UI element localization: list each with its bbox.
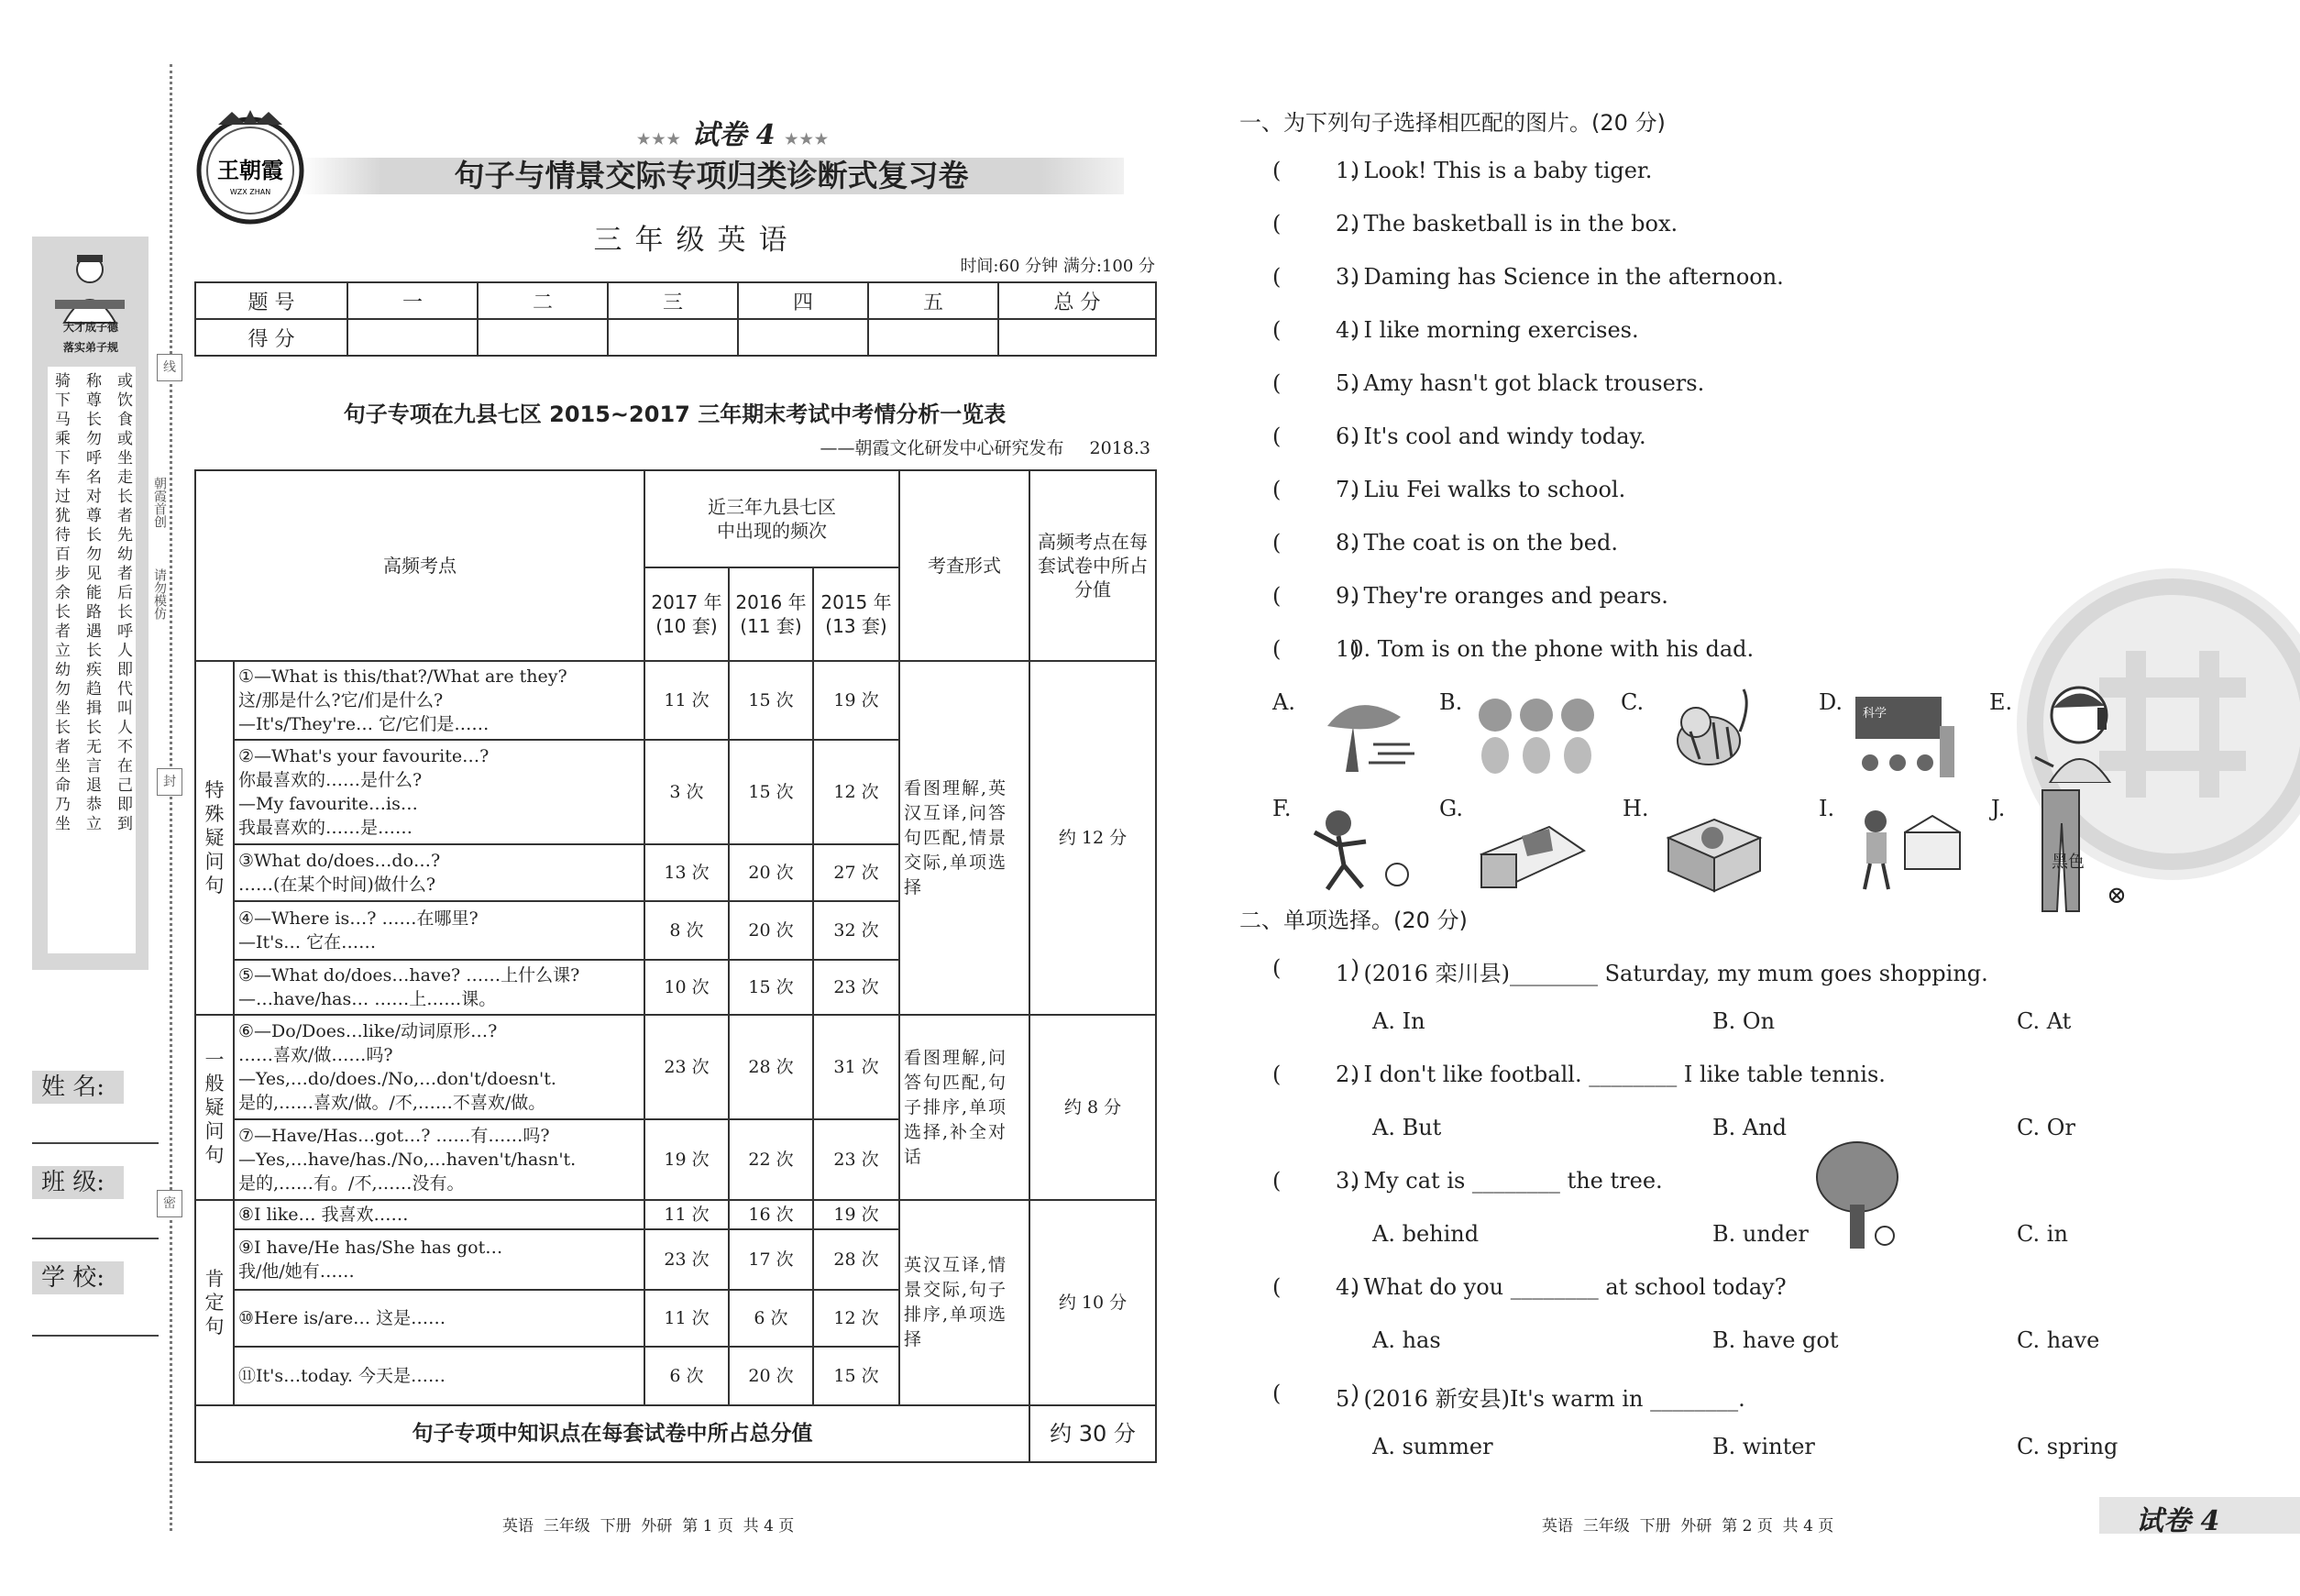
motto (40, 317, 141, 358)
option-b[interactable]: B. winter (1712, 1434, 1815, 1459)
option-a[interactable]: A. behind (1372, 1221, 1480, 1247)
seal-mark: 密 (157, 1190, 182, 1217)
logo-text: 王朝霞 (217, 157, 283, 183)
count-cell: 20 次 (729, 1347, 813, 1405)
table-footer-row (195, 1405, 1156, 1462)
class-field[interactable] (32, 1238, 159, 1239)
count-cell: 28 次 (729, 1015, 813, 1119)
count-cell: 15 次 (729, 661, 813, 740)
black-label: 黑色 (2052, 853, 2085, 872)
question-text: 1. Look! This is a baby tiger. (1336, 158, 1653, 183)
score-input[interactable] (478, 319, 608, 356)
point-cell: ⑦—Have/Has…got…? ……有……吗? —Yes,…have/has./No,…haven't/hasn't. 是的,……有。/不,……没有。 (234, 1119, 644, 1200)
school-field[interactable] (32, 1335, 159, 1337)
side-note: 朝霞首创 (152, 477, 167, 528)
answer-blank[interactable]: ( ) (1272, 955, 1360, 981)
count-cell: 32 次 (813, 901, 899, 960)
score-input[interactable] (998, 319, 1156, 356)
count-cell: 6 次 (729, 1290, 813, 1347)
answer-blank[interactable]: ( ) (1272, 317, 1360, 343)
science-label: 科学 (1863, 707, 1887, 721)
count-cell: 11 次 (644, 1200, 729, 1229)
school-label: 学 校: (32, 1261, 124, 1294)
value-cell: 约 8 分 (1029, 1015, 1156, 1200)
oranges-pears-picture (1472, 693, 1601, 776)
star-icon: ★★★ (785, 130, 831, 148)
header-form: 考查形式 (899, 470, 1029, 661)
table-row (195, 1200, 1156, 1229)
table-header-row (195, 470, 1156, 567)
cut-line (170, 64, 172, 1531)
table-row (195, 661, 1156, 740)
count-cell: 23 次 (644, 1229, 729, 1290)
count-cell: 23 次 (644, 1015, 729, 1119)
point-cell: ②—What's your favourite…? 你最喜欢的……是什么? —My favourite…is… 我最喜欢的……是…… (234, 740, 644, 844)
point-cell: ⑥—Do/Does…like/动词原形…? ……喜欢/做……吗? —Yes,…do/does./No,…don't/doesn't. 是的,……喜欢/做。/不,……不喜欢/做。 (234, 1015, 644, 1119)
count-cell: 19 次 (813, 1200, 899, 1229)
answer-blank[interactable]: ( ) (1272, 530, 1360, 556)
point-cell: ⑤—What do/does…have? ……上什么课? —…have/has… ……上……课。 (234, 960, 644, 1015)
question-text: 1. (2016 栾川县)________ Saturday, my mum goes shopping. (1336, 961, 1988, 986)
score-input[interactable] (868, 319, 998, 356)
bottom-tag: 试卷 4 (2136, 1505, 2220, 1537)
option-c[interactable]: C. Or (2017, 1115, 2075, 1140)
picture-letter: I. (1819, 796, 1835, 821)
point-cell: ⑩Here is/are… 这是…… (234, 1290, 644, 1347)
count-cell: 27 次 (813, 844, 899, 901)
count-cell: 31 次 (813, 1015, 899, 1119)
tiger-picture (1663, 686, 1755, 781)
option-b[interactable]: B. On (1712, 1008, 1776, 1034)
picture-letter: H. (1623, 796, 1649, 821)
point-cell: ③What do/does…do…? ……(在某个时间)做什么? (234, 844, 644, 901)
point-cell: ⑪It's…today. 今天是…… (234, 1347, 644, 1405)
question-text: 10. Tom is on the phone with his dad. (1336, 636, 1755, 662)
score-input[interactable] (347, 319, 478, 356)
ball-in-box-picture (1659, 801, 1769, 893)
point-cell: ④—Where is…? ……在哪里? —It's… 它在…… (234, 901, 644, 960)
score-table (194, 281, 1157, 357)
score-cell: 四 (738, 282, 868, 319)
value-cell: 约 12 分 (1029, 661, 1156, 1015)
verse-column: 骑下马乘下车过犹待百步余长者立幼勿坐长者坐命乃坐 (51, 372, 70, 834)
count-cell: 16 次 (729, 1200, 813, 1229)
count-cell: 10 次 (644, 960, 729, 1015)
score-cell: 三 (608, 282, 738, 319)
count-cell: 11 次 (644, 661, 729, 740)
question-text: 6. It's cool and windy today. (1336, 424, 1646, 449)
seal-mark: 线 (157, 354, 182, 381)
picture-letter: A. (1272, 689, 1295, 715)
star-icon: ★★★ (636, 130, 682, 148)
option-a[interactable]: A. has (1372, 1327, 1441, 1353)
option-c[interactable]: C. spring (2017, 1434, 2118, 1459)
question-text: 4. What do you ________ at school today? (1336, 1274, 1787, 1300)
point-cell: ⑨I have/He has/She has got… 我/他/她有…… (234, 1229, 644, 1290)
form-cell: 看图理解,英汉互译,问答句匹配,情景交际,单项选择 (899, 661, 1029, 1015)
footer-label: 句子专项中知识点在每套试卷中所占总分值 (195, 1405, 1029, 1462)
point-cell: ⑧I like… 我喜欢…… (234, 1200, 644, 1229)
not-icon: ⊗ (2107, 882, 2127, 909)
series-label: 试卷 4 (691, 119, 776, 151)
answer-blank[interactable]: ( ) (1272, 211, 1360, 237)
category-cell: 肯定句 (195, 1200, 234, 1405)
header-value: 高频考点在每套试卷中所占分值 (1029, 470, 1156, 661)
option-b[interactable]: B. And (1712, 1115, 1788, 1140)
header-2017: 2017 年 (10 套) (644, 567, 729, 661)
answer-blank[interactable]: ( ) (1272, 1381, 1360, 1406)
page-title: 句子与情景交际专项归类诊断式复习卷 (454, 158, 969, 193)
score-cell: 总 分 (998, 282, 1156, 319)
class-label: 班 级: (32, 1166, 124, 1199)
score-header-row (195, 282, 1156, 319)
question-text: 9. They're oranges and pears. (1336, 583, 1668, 609)
time-info: 时间:60 分钟 满分:100 分 (960, 257, 1155, 276)
answer-blank[interactable]: ( ) (1272, 477, 1360, 502)
windy-tree-picture (1309, 689, 1419, 777)
page-footer: 英语 三年级 下册 外研 第 2 页 共 4 页 (1542, 1517, 1834, 1535)
picture-letter: C. (1621, 689, 1645, 715)
seal-mark: 封 (157, 768, 182, 796)
count-cell: 20 次 (729, 844, 813, 901)
score-row (195, 319, 1156, 356)
question-text: 3. Daming has Science in the afternoon. (1336, 264, 1784, 290)
section-2-title: 二、单项选择。(20 分) (1239, 908, 1468, 933)
count-cell: 3 次 (644, 740, 729, 844)
question-text: 4. I like morning exercises. (1336, 317, 1639, 343)
logo-subtext: WZX ZHAN (229, 188, 271, 196)
score-input[interactable] (738, 319, 868, 356)
score-cell: 题 号 (195, 282, 347, 319)
count-cell: 23 次 (813, 960, 899, 1015)
question-text: 2. I don't like football. ________ I like table tennis. (1336, 1062, 1886, 1087)
header-frequency: 近三年九县七区 中出现的频次 (644, 470, 899, 567)
picture-letter: E. (1989, 689, 2013, 715)
count-cell: 23 次 (813, 1119, 899, 1200)
analysis-title: 句子专项在九县七区 2015~2017 三年期末考试中考情分析一览表 (343, 402, 1007, 427)
motto-line: 大才成子德 (62, 321, 118, 334)
option-b[interactable]: B. have got (1712, 1327, 1839, 1353)
morning-exercise-picture (1302, 805, 1421, 893)
picture-letter: D. (1819, 689, 1843, 715)
answer-blank[interactable]: ( ) (1272, 1168, 1360, 1194)
count-cell: 19 次 (644, 1119, 729, 1200)
count-cell: 12 次 (813, 740, 899, 844)
score-cell: 五 (868, 282, 998, 319)
cat-under-tree-picture (1815, 1140, 1907, 1252)
form-cell: 看图理解,问答句匹配,句子排序,单项选择,补全对话 (899, 1015, 1029, 1200)
question-text: 2. The basketball is in the box. (1336, 211, 1678, 237)
question-text: 5. Amy hasn't got black trousers. (1336, 370, 1705, 396)
form-cell: 英汉互译,情景交际,句子排序,单项选择 (899, 1200, 1029, 1405)
score-cell: 二 (478, 282, 608, 319)
count-cell: 17 次 (729, 1229, 813, 1290)
score-cell: 得 分 (195, 319, 347, 356)
analysis-source (642, 435, 1150, 459)
question-text: 3. My cat is ________ the tree. (1336, 1168, 1663, 1194)
question-text: 5. (2016 新安县)It's warm in ________. (1336, 1386, 1745, 1412)
point-cell: ①—What is this/that?/What are they? 这/那是什么?它/们是什么? —It's/They're… 它/它们是…… (234, 661, 644, 740)
source-date: 2018.3 (1089, 438, 1150, 458)
answer-blank[interactable]: ( ) (1272, 158, 1360, 183)
analysis-table (194, 469, 1157, 1463)
category-cell: 特殊疑问句 (195, 661, 234, 1015)
motto-line: 落实弟子规 (62, 341, 118, 354)
header-2016: 2016 年 (11 套) (729, 567, 813, 661)
source-text: ——朝霞文化研发中心研究发布 (820, 438, 1064, 458)
answer-blank[interactable]: ( ) (1272, 424, 1360, 449)
option-a[interactable]: A. But (1372, 1115, 1442, 1140)
answer-blank[interactable]: ( ) (1272, 264, 1360, 290)
count-cell: 8 次 (644, 901, 729, 960)
count-cell: 6 次 (644, 1347, 729, 1405)
verse-column: 或饮食或坐走长者先幼者后长呼人即代叫人不在己即到 (114, 372, 132, 834)
value-cell: 约 10 分 (1029, 1200, 1156, 1405)
side-note: 请勿模仿 (152, 568, 167, 620)
boy-on-phone-picture (2022, 680, 2132, 783)
count-cell: 13 次 (644, 844, 729, 901)
header-points: 高频考点 (195, 470, 644, 661)
option-b[interactable]: B. under (1712, 1221, 1809, 1247)
count-cell: 15 次 (813, 1347, 899, 1405)
answer-blank[interactable]: ( ) (1272, 636, 1360, 662)
science-class-picture (1852, 693, 1962, 781)
walk-to-school-picture (1848, 805, 1965, 893)
question-text: 7. Liu Fei walks to school. (1336, 477, 1626, 502)
option-c[interactable]: C. At (2017, 1008, 2072, 1034)
name-field[interactable] (32, 1142, 159, 1144)
answer-blank[interactable]: ( ) (1272, 370, 1360, 396)
name-label: 姓 名: (32, 1071, 124, 1104)
picture-letter: J. (1991, 796, 2006, 821)
count-cell: 22 次 (729, 1119, 813, 1200)
answer-blank[interactable]: ( ) (1272, 1274, 1360, 1300)
picture-letter: B. (1439, 689, 1463, 715)
footer-value: 约 30 分 (1029, 1405, 1156, 1462)
coat-on-bed-picture (1476, 799, 1590, 895)
count-cell: 11 次 (644, 1290, 729, 1347)
answer-blank[interactable]: ( ) (1272, 583, 1360, 609)
count-cell: 28 次 (813, 1229, 899, 1290)
subject-title: 三年级英语 (593, 224, 800, 257)
option-a[interactable]: A. summer (1372, 1434, 1493, 1459)
option-c[interactable]: C. have (2017, 1327, 2100, 1353)
question-text: 8. The coat is on the bed. (1336, 530, 1618, 556)
score-input[interactable] (608, 319, 738, 356)
table-row (195, 1015, 1156, 1119)
count-cell: 12 次 (813, 1290, 899, 1347)
count-cell: 15 次 (729, 960, 813, 1015)
option-c[interactable]: C. in (2017, 1221, 2068, 1247)
option-a[interactable]: A. In (1372, 1008, 1425, 1034)
verse-column: 称尊长勿呼名对尊长勿见能路遇长疾趋揖长无言退恭立 (83, 372, 101, 834)
picture-letter: F. (1272, 796, 1292, 821)
page-footer: 英语 三年级 下册 外研 第 1 页 共 4 页 (502, 1517, 795, 1535)
section-1-title: 一、为下列句子选择相匹配的图片。(20 分) (1239, 110, 1666, 136)
count-cell: 15 次 (729, 740, 813, 844)
score-cell: 一 (347, 282, 478, 319)
publisher-logo (191, 108, 310, 227)
verse-box (48, 367, 136, 953)
exam-series (623, 112, 843, 152)
picture-letter: G. (1439, 796, 1463, 821)
header-2015: 2015 年 (13 套) (813, 567, 899, 661)
category-cell: 一般疑问句 (195, 1015, 234, 1200)
answer-blank[interactable]: ( ) (1272, 1062, 1360, 1087)
count-cell: 19 次 (813, 661, 899, 740)
count-cell: 20 次 (729, 901, 813, 960)
